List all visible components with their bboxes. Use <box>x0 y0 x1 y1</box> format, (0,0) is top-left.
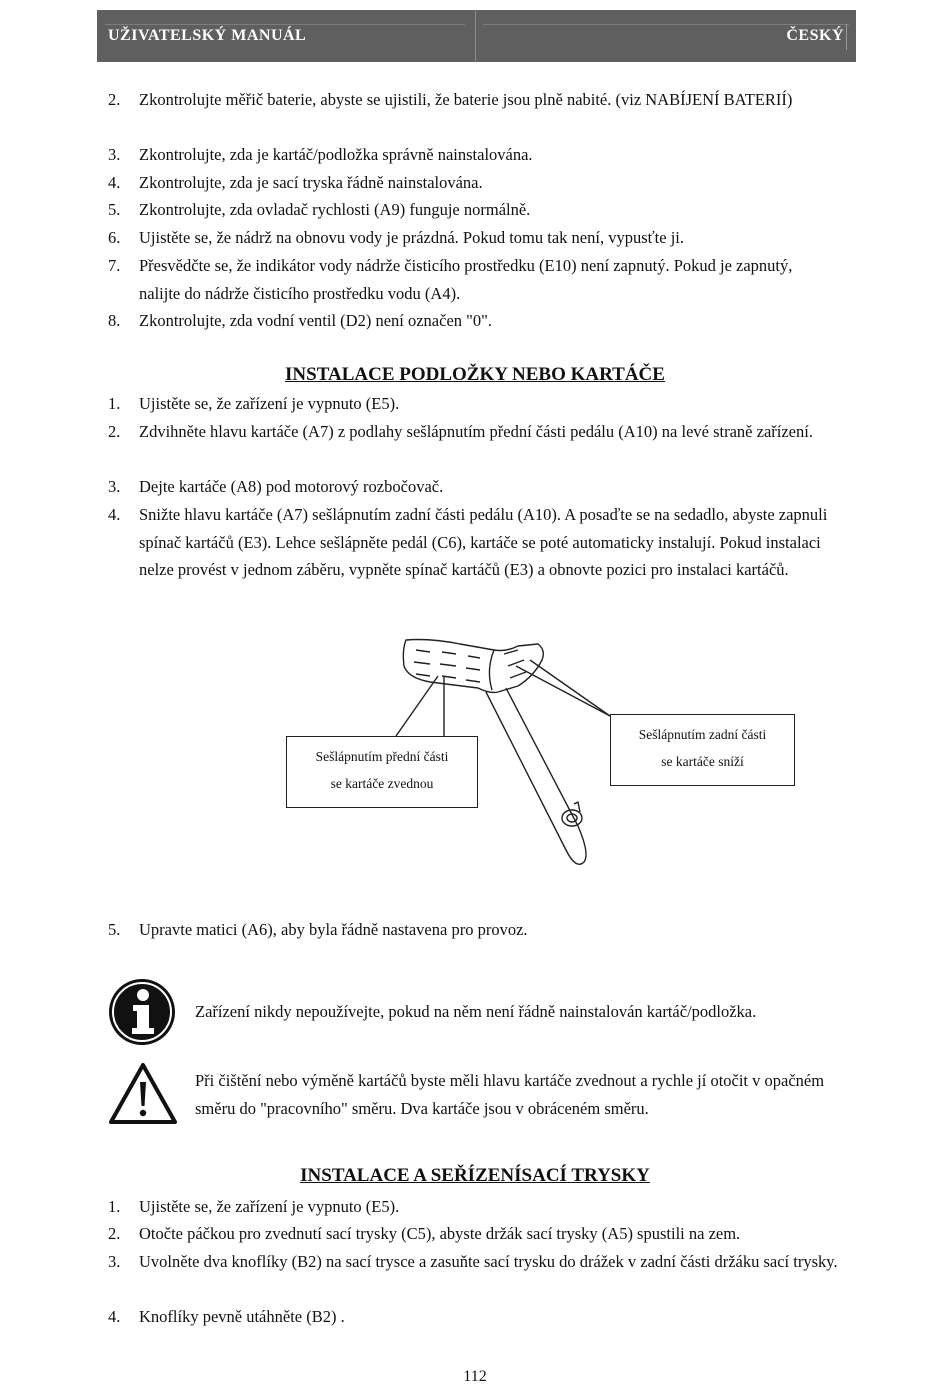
list-item-number: 8. <box>108 311 121 330</box>
list-item-text: Zkontrolujte, zda je kartáč/podložka správně nainstalována. <box>139 145 533 164</box>
header-language: ČESKÝ <box>786 27 844 44</box>
adjusting-nut <box>562 810 582 826</box>
list-item-text: Zkontrolujte měřič baterie, abyste se ujistili, že baterie jsou plně nabité. (viz NABÍJENÍ BATERIÍ) <box>139 90 793 109</box>
list-item-number: 1. <box>108 1197 121 1216</box>
header-rule-left <box>105 24 465 25</box>
list-item-text: Zdvihněte hlavu kartáče (A7) z podlahy sešlápnutím přední části pedálu (A10) na levé straně zařízení. <box>139 422 813 441</box>
page-number: 112 <box>463 1368 487 1385</box>
list-item-text: Ujistěte se, že nádrž na obnovu vody je prázdná. Pokud tomu tak není, vypusťte ji. <box>139 228 685 247</box>
pedal-lever <box>486 688 586 864</box>
list-item-number: 4. <box>108 505 121 524</box>
list-item-number: 4. <box>108 173 121 192</box>
list-item-number: 5. <box>108 200 121 219</box>
list-item-text: Ujistěte se, že zařízení je vypnuto (E5). <box>139 1197 400 1216</box>
list-item-number: 6. <box>108 228 121 247</box>
header-manual-title: UŽIVATELSKÝ MANUÁL <box>108 27 307 44</box>
list-item-text: Otočte páčkou pro zvednutí sací trysky (C5), abyste držák sací trysky (A5) spustili na zem. <box>139 1224 741 1243</box>
warning-note-text: Při čištění nebo výměně kartáčů byste měli hlavu kartáče zvednout a rychle jí otočit v opačném směru do "pracovního" směru. Dva kartáče jsou v obráceném směru. <box>195 1071 825 1118</box>
list-item-text: Zkontrolujte, zda ovladač rychlosti (A9) funguje normálně. <box>139 200 531 219</box>
section-heading-squeegee-install: INSTALACE A SEŘÍZENÍSACÍ TRYSKY <box>300 1165 650 1186</box>
leader-front <box>396 676 438 736</box>
list-item-number: 2. <box>108 1224 121 1243</box>
pedal-plate <box>403 640 543 693</box>
list-item-number: 3. <box>108 477 121 496</box>
info-note-text: Zařízení nikdy nepoužívejte, pokud na něm není řádně nainstalován kartáč/podložka. <box>195 1002 757 1021</box>
list-item-number: 2. <box>108 422 121 441</box>
list-item-text: Uvolněte dva knoflíky (B2) na sací trysce a zasuňte sací trysku do drážek v zadní části držáku sací trysky. <box>139 1252 838 1271</box>
list-item-number: 2. <box>108 90 121 109</box>
info-icon <box>108 978 176 1046</box>
list-item-text: Zkontrolujte, zda je sací tryska řádně nainstalována. <box>139 173 483 192</box>
callout-front-line1: Sešlápnutím přední části <box>315 749 449 764</box>
warning-icon <box>108 1062 178 1126</box>
list-item-text: Ujistěte se, že zařízení je vypnuto (E5). <box>139 394 400 413</box>
list-item-text: Zkontrolujte, zda vodní ventil (D2) není označen "0". <box>139 311 492 330</box>
header-rule-right <box>483 24 849 25</box>
list-item-text: Přesvědčte se, že indikátor vody nádrže čisticího prostředku (E10) není zapnutý. Pokud je zapnutý, nalijte do nádrže čisticího prostředku vodu (A4). <box>139 256 793 303</box>
callout-front-press <box>286 736 478 808</box>
leader-rear <box>516 666 610 716</box>
page-header <box>97 10 856 62</box>
list-item-number: 1. <box>108 394 121 413</box>
callout-rear-press <box>610 714 795 786</box>
section-heading-brush-install: INSTALACE PODLOŽKY NEBO KARTÁČE <box>285 364 665 385</box>
callout-front-line2: se kartáče zvednou <box>330 776 434 791</box>
list-item-number: 7. <box>108 256 121 275</box>
list-item-text: Dejte kartáče (A8) pod motorový rozbočovač. <box>139 477 444 496</box>
list-item-number: 5. <box>108 920 121 939</box>
list-item-number: 4. <box>108 1307 121 1326</box>
header-edge <box>846 24 847 50</box>
list-item-text: Upravte matici (A6), aby byla řádně nastavena pro provoz. <box>139 920 528 939</box>
list-item-text: Snižte hlavu kartáče (A7) sešlápnutím zadní části pedálu (A10). A posaďte se na sedadlo, abyste zapnuli spínač kartáčů (E3). Lehce sešlápněte pedál (C6), kartáče se poté automaticky instalují. Pokud instalaci nelze provést v jednom záběru, vypněte spínač kartáčů (E3) a obnovte pozici pro instalaci kartáčů. <box>139 505 828 579</box>
callout-rear-line2: se kartáče sníží <box>661 754 744 769</box>
list-item-number: 3. <box>108 145 121 164</box>
header-divider <box>475 10 476 62</box>
list-item-number: 3. <box>108 1252 121 1271</box>
callout-rear-line1: Sešlápnutím zadní části <box>638 727 767 742</box>
list-item-text: Knoflíky pevně utáhněte (B2) . <box>139 1307 345 1326</box>
